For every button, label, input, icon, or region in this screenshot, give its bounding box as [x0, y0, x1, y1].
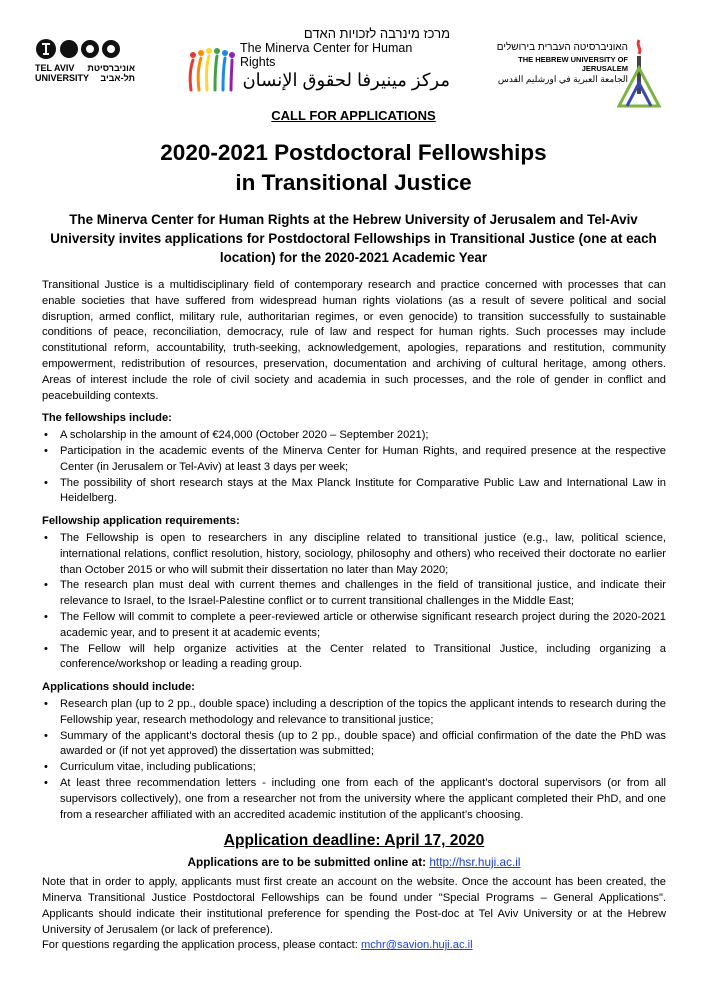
submit-online-line	[42, 853, 666, 871]
list-item: • The Fellow will help organize activities at the Center related to Transitional Justice, including organizing a conference/workshop or leading a reading group.	[42, 642, 666, 674]
people-figures-icon	[185, 44, 237, 94]
call-for-applications-label: CALL FOR APPLICATIONS	[271, 108, 436, 123]
list-item: • The Fellow will commit to complete a peer-reviewed article or otherwise significant research project during the 2020-2021 academic year, and to present it at academic events;	[42, 610, 666, 642]
huji-name-en: THE HEBREW UNIVERSITY OF JERUSALEM	[518, 55, 628, 73]
title-line-1: 2020-2021 Postdoctoral Fellowships	[160, 140, 547, 165]
title-line-2: in Transitional Justice	[235, 170, 472, 195]
huji-name-he: האוניברסיטה העברית בירושלים	[496, 42, 628, 53]
tau-name-en: TEL AVIV UNIVERSITY	[35, 63, 90, 83]
tau-emblem-icon	[35, 38, 135, 60]
list-item: • A scholarship in the amount of €24,000 (October 2020 – September 2021);	[42, 428, 666, 444]
requirements-heading: Fellowship application requirements:	[42, 515, 240, 528]
contact-email-link[interactable]: mchr@savion.huji.ac.il	[360, 939, 473, 952]
intro-paragraph: Transitional Justice is a multidisciplinary field of contemporary research and practice concerned with processes that can enable societies that have suffered from widespread human rights violations (as a result of severe political and social disruption, armed conflict, military rule, authoritarian regimes, or even genocide) to transition successfully to sustainable conditions of peace, reconciliation, democracy, rule of law and respect for human rights. Such processes may include constitutional reform, accountability, truth-seeking, acknowledgement, apologies, reparations and restitution, community empowerment, redistribution of resources, preservation, documentation and archiving of cultural heritage, among others. Areas of interest include the role of civil society and academia in such processes, and the role of gender in conflict and peacebuilding contexts.	[42, 279, 666, 402]
main-content	[42, 278, 666, 954]
huji-name-ar: الجامعة العبرية في اورشليم القدس	[497, 74, 628, 84]
submit-online-text: Applications are to be submitted online at:	[187, 855, 427, 870]
application-website-link[interactable]: http://hsr.huji.ac.il	[429, 855, 521, 870]
huji-emblem-icon	[617, 38, 662, 108]
page-subtitle: The Minerva Center for Human Rights at the Hebrew University of Jerusalem and Tel-Aviv University invites applications for Postdoctoral Fellowships in Transitional Justice (one at each location) for the 2020-2021 Academic Year	[50, 212, 657, 265]
minerva-name-ar: مركز مينيرفا لحقوق الإنسان	[242, 70, 450, 90]
list-item: • Curriculum vitae, including publications;	[42, 760, 666, 776]
tau-logo	[35, 38, 135, 83]
applications-list	[42, 697, 666, 823]
list-item: • The research plan must deal with current themes and challenges in the field of transitional justice, and indicate their relevance to Israel, to the Israel-Palestine conflict or to current transitional challenges in the Middle East;	[42, 578, 666, 610]
fellowships-heading: The fellowships include:	[42, 412, 172, 425]
list-item: • Research plan (up to 2 pp., double space) including a description of the topics the applicant intends to research during the Fellowship year, research methodology and relevance to transitional justice;	[42, 697, 666, 729]
minerva-name-en: The Minerva Center for Human Rights	[240, 41, 413, 69]
list-item: • The Fellowship is open to researchers in any discipline related to transitional justice (e.g., law, political science, international relations, conflict resolution, history, sociology, philosophy and others) who received their doctorate no earlier than October 2015 or who will submit their dissertation no later than May 2020;	[42, 531, 666, 578]
application-deadline: Application deadline: April 17, 2020	[223, 832, 485, 850]
contact-text: For questions regarding the application process, please contact:	[42, 939, 358, 952]
tau-name-he: אוניברסיטת תל-אביב	[87, 63, 135, 83]
list-item: • The possibility of short research stays at the Max Planck Institute for Comparative Public Law and International Law in Heidelberg.	[42, 476, 666, 508]
huji-logo	[478, 42, 628, 85]
page-title	[0, 138, 707, 198]
list-item: • At least three recommendation letters - including one from each of the applicant’s doctoral supervisors (or from all supervisors collectively), one from a researcher not from the university where the applicant completed their PhD, and one from a researcher affiliated with an accredited academic institution of the applicant’s choosing.	[42, 776, 666, 823]
list-item: • Participation in the academic events of the Minerva Center for Human Rights, and required presence at the respective Center (in Jerusalem or Tel-Aviv) at least 3 days per week;	[42, 444, 666, 476]
requirements-list	[42, 531, 666, 673]
minerva-logo	[185, 26, 450, 106]
minerva-name-he: מרכז מינרבה לזכויות האדם	[303, 26, 450, 41]
applications-heading: Applications should include:	[42, 681, 195, 694]
header-logos	[0, 18, 707, 98]
contact-line	[42, 938, 666, 954]
list-item: • Summary of the applicant’s doctoral thesis (up to 2 pp., double space) and official confirmation of the date the PhD was awarded or (if not yet approved) the dissertation was submitted;	[42, 729, 666, 761]
fellowships-list	[42, 428, 666, 507]
note-paragraph: Note that in order to apply, applicants must first create an account on the website. Once the account has been created, the Minerva Transitional Justice Postdoctoral Fellowships can be found under "Special Programs – General Applications". Applicants should indicate their institutional preference for spending the Post-doc at Tel Aviv University or at the Hebrew University of Jerusalem (or lack of preference).	[42, 876, 666, 936]
